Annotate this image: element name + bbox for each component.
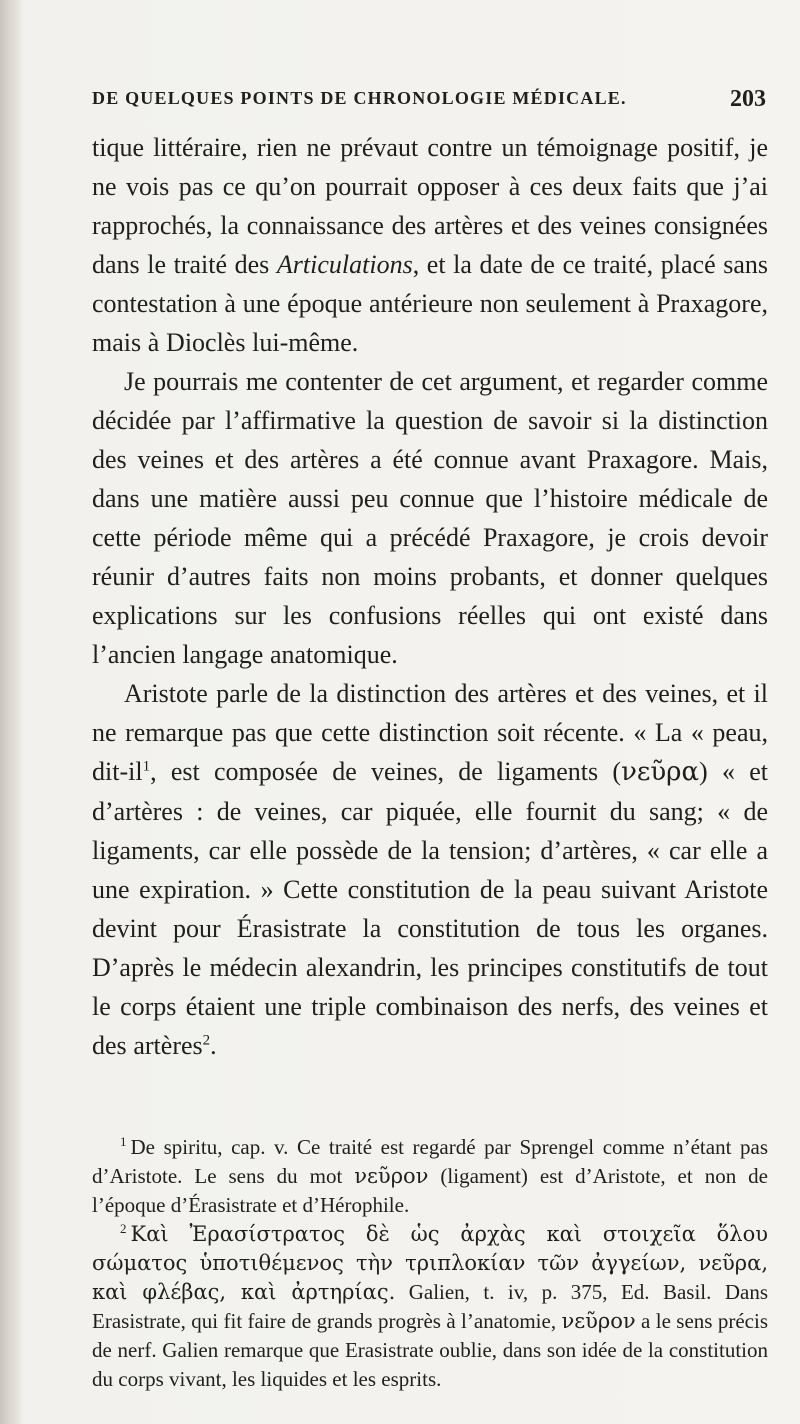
- greek-word-neura: νεῦρα: [621, 757, 700, 787]
- treatise-title: Articulations: [276, 250, 413, 279]
- footnote-2: [92, 1220, 768, 1394]
- footnotes: [92, 1133, 768, 1394]
- paragraph-3-text-4: .: [210, 1031, 217, 1060]
- paragraph-3-text-1: Aristote parle de la distinction des artères et des veines, et il ne remarque pas que cette distinction soit récente. « La « peau, dit-il: [92, 679, 768, 786]
- footnote-2-mark: 2: [120, 1221, 127, 1236]
- main-text: [92, 128, 768, 1065]
- footnote-1-text-1: De spiritu, cap. v. Ce traité est regardé par Sprengel comme n’étant pas d’Aristote. Le sens du mot: [92, 1135, 768, 1188]
- paragraph-3-text-3: ) « et d’artères : de veines, car piquée, elle fournit du sang; « de ligaments, car elle possède de la tension; d’artères, « car elle a une expiration. » Cette constitution de la peau suivant Aristote devint pour Érasistrate la constitution de tous les organes. D’après le médecin alexandrin, les principes constitutifs de tout le corps étaient une triple combinaison des nerfs, des veines et des artères: [92, 757, 769, 1060]
- paragraph-3-text-2: , est composée de veines, de ligaments (: [150, 757, 622, 786]
- paragraph-1-text-1: tique littéraire, rien ne prévaut contre un témoignage positif, je ne vois pas ce qu’on pourrait opposer à ces deux faits que j’ai rapprochés, la connaissance des artères et des veines consignées dans le traité des: [92, 133, 768, 279]
- footnote-1-text-2: (ligament) est d’Aristote, et non de l’époque d’Érasistrate et d’Hérophile.: [92, 1164, 768, 1217]
- page-number: 203: [730, 86, 766, 112]
- page-binding-edge: [0, 0, 24, 1424]
- paragraph-1: [92, 128, 768, 362]
- footnote-2-text-2: a le sens précis de nerf. Galien remarque que Erasistrate oublie, dans son idée de la constitution du corps vivant, les liquides et les esprits.: [92, 1309, 768, 1391]
- paragraph-3: [92, 674, 768, 1065]
- paragraph-2: Je pourrais me contenter de cet argument, et regarder comme décidée par l’affirmative la question de savoir si la distinction des veines et des artères a été connue avant Praxagore. Mais, dans une matière aussi peu connue que l’histoire médicale de cette période même qui a précédé Praxagore, je crois devoir réunir d’autres faits non moins probants, et donner quelques explications sur les confusions réelles qui ont existé dans l’ancien langage anatomique.: [92, 367, 768, 669]
- footnote-1-mark: 1: [120, 1134, 127, 1149]
- footnote-1: [92, 1133, 768, 1220]
- chapter-title: DE QUELQUES POINTS DE CHRONOLOGIE MÉDICALE.: [92, 88, 627, 108]
- paragraph-1-text-2: , et la date de ce traité, placé sans contestation à une époque antérieure non seulement à Praxagore, mais à Dioclès lui-même.: [92, 250, 768, 357]
- running-header: [92, 84, 766, 118]
- footnote-2-text-1: Galien, t. iv, p. 375, Ed. Basil. Dans Erasistrate, qui fit faire de grands progrès à l’anatomie,: [92, 1280, 768, 1333]
- footnote-1-greek-word: νεῦρον: [354, 1164, 429, 1188]
- footnote-reference-2: 2: [202, 1032, 211, 1049]
- footnote-reference-1: 1: [142, 758, 151, 775]
- footnote-2-greek-quote: Καὶ Ἐρασίστρατος δὲ ὡς ἀρχὰς καὶ στοιχεῖα ὅλου σώματος ὑποτιθέμενος τὴν τριπλοκίαν τῶν ἀγγείων, νεῦρα, καὶ φλέβας, καὶ ἀρτηρίας.: [92, 1222, 768, 1304]
- footnote-2-greek-word: νεῦρον: [561, 1309, 636, 1333]
